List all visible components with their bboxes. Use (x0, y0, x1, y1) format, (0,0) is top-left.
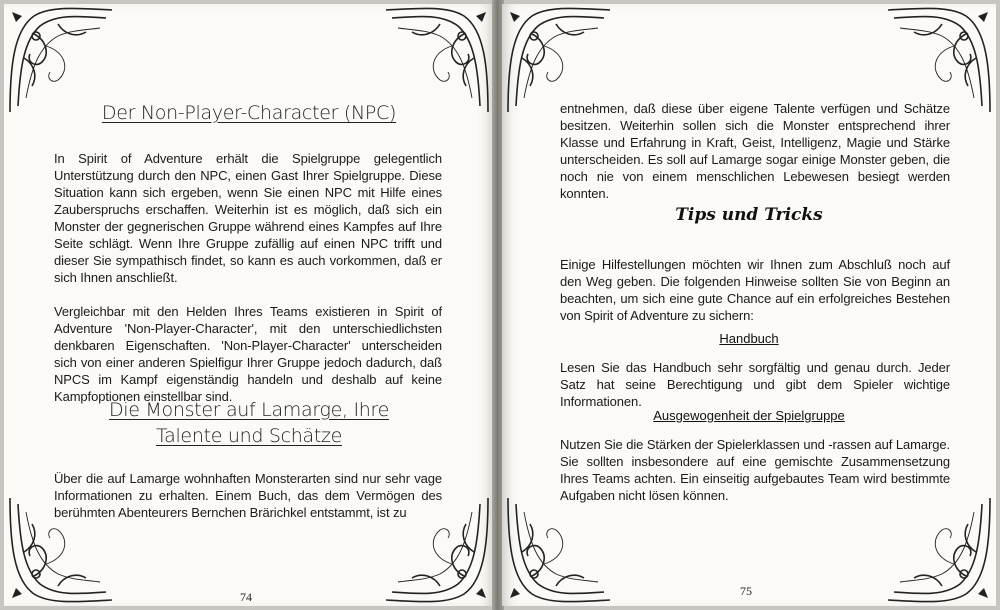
handbook-section (560, 359, 950, 410)
npc-section (54, 150, 442, 405)
monster-continuation (560, 100, 950, 202)
monster-paragraph-continued: entnehmen, daß diese über eigene Talente verfügen und Schätze besitzen. Weiterhin sollen sich die Monster entsprechend ihrer Klasse und Erfahrung in Kraft, Geist, Intelligenz, Magie und Stärke unterscheiden. Es soll auf Lamarge sogar einige Monster geben, die noch nie von einem menschlichen Lebewesen besiegt werden konnten. (560, 101, 950, 201)
corner-ornament-bottom-right (884, 494, 994, 604)
page-number-left: 74 (240, 590, 252, 604)
page-number-right: 75 (740, 584, 752, 598)
handbook-subheading: Handbuch (719, 331, 779, 346)
balance-paragraph: Nutzen Sie die Stärken der Spielerklassen und -rassen auf Lamarge. Sie sollten insbesondere auf eine gemischte Zusammensetzung Ihres Teams achten. Ein einseitig aufgebautes Team wird bestimmte Aufgaben nicht lösen können. (560, 437, 950, 503)
right-page (502, 4, 996, 606)
balance-subheading: Ausgewogenheit der Spielgruppe (653, 408, 845, 423)
corner-ornament-bottom-left (504, 494, 614, 604)
tips-heading: Tips und Tricks (675, 205, 823, 225)
tips-paragraph: Einige Hilfestellungen möchten wir Ihnen zum Abschluß noch auf den Weg geben. Die folgenden Hinweise sollten Sie von Beginn an beachten, um sich eine gute Chance auf ein erfolgreiches Bestehen von Spirit of Adventure zu sichern: (560, 257, 950, 323)
npc-paragraph-1: In Spirit of Adventure erhält die Spielgruppe gelegentlich Unterstützung durch den NPC, einen Gast Ihrer Spielgruppe. Diese Situation kann sich ergeben, wenn Sie einen NPC mit Hilfe eines Zauberspruchs erschaffen. Weiterhin ist es möglich, daß sich ein Monster der gegnerischen Gruppe während eines Kampfes auf Ihre Seite schlägt. Wenn Ihre Gruppe zufällig auf einen NPC trifft und dieser Sie sympathisch findet, so kann es auch vorkommen, daß er sich Ihnen anschließt. (54, 151, 442, 285)
monster-section (54, 470, 442, 521)
tips-intro (560, 256, 950, 324)
left-page (4, 4, 494, 606)
balance-section (560, 436, 950, 504)
monster-paragraph: Über die auf Lamarge wohnhaften Monsterarten sind nur sehr vage Informationen zu erhalten. Einem Buch, das dem Vermögen des berühmten Abenteurers Bernchen Brärichkel entstammt, ist zu (54, 471, 442, 520)
handbook-paragraph: Lesen Sie das Handbuch sehr sorgfältig und genau durch. Jeder Satz hat seine Berechtigung und gibt dem Spieler wichtige Informationen. (560, 360, 950, 409)
monster-heading: Die Monster auf Lamarge, Ihre Talente und Schätze (108, 399, 390, 447)
npc-paragraph-2: Vergleichbar mit den Helden Ihres Teams existieren in Spirit of Adventure 'Non-Player-Character', mit den unterschiedlichsten denkbaren Eigenschaften. 'Non-Player-Character' unterscheiden sich von einer anderen Spielfigur Ihrer Gruppe jedoch dadurch, daß NPCS im Kampf eigenständig handeln und deshalb auf keine Kampfoptionen einstellbar sind. (54, 304, 442, 404)
npc-heading: Der Non-Player-Character (NPC) (101, 102, 397, 124)
